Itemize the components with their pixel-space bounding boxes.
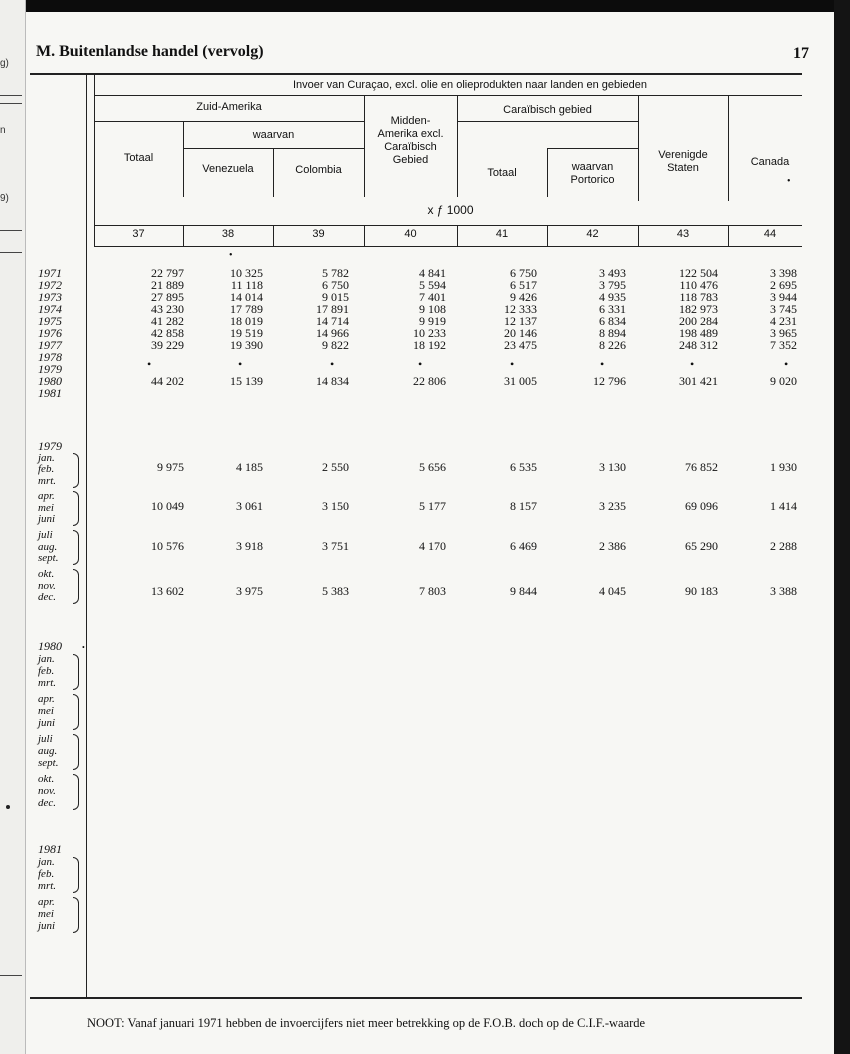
annual-value-cell: 4 231 (770, 314, 797, 328)
side-rule (0, 975, 22, 976)
row-1978-marker: • (600, 357, 605, 371)
header-rule (94, 121, 364, 122)
row-year: 1972 (38, 278, 62, 292)
annual-value-cell: 12 137 (504, 314, 537, 328)
side-rule (0, 103, 22, 104)
annual-value-cell: 22 806 (413, 374, 446, 388)
period-month: jan. (38, 856, 55, 868)
scan-right-border (834, 0, 850, 1054)
annual-value-cell: 122 504 (679, 266, 718, 280)
quarter-value-cell: 2 288 (770, 539, 797, 553)
annual-value-cell: 22 797 (151, 266, 184, 280)
annual-value-cell: 15 139 (230, 374, 263, 388)
annual-value-cell: 9 426 (510, 290, 537, 304)
annual-value-cell: 6 834 (599, 314, 626, 328)
quarter-value-cell: 3 150 (322, 499, 349, 513)
quarter-value-cell: 3 388 (770, 584, 797, 598)
quarter-brace (73, 654, 79, 690)
period-month: apr. (38, 490, 55, 502)
annual-value-cell: 6 750 (510, 266, 537, 280)
row-1978-marker: • (690, 357, 695, 371)
period-month: feb. (38, 665, 55, 677)
quarter-value-cell: 1 414 (770, 499, 797, 513)
annual-value-cell: 14 966 (316, 326, 349, 340)
annual-value-cell: 19 519 (230, 326, 263, 340)
row-year: 1971 (38, 266, 62, 280)
column-number: 41 (495, 228, 509, 240)
period-month: juli (38, 529, 53, 541)
row-year: 1975 (38, 314, 62, 328)
annual-value-cell: 21 889 (151, 278, 184, 292)
annual-value-cell: 18 192 (413, 338, 446, 352)
row-year: 1973 (38, 290, 62, 304)
quarter-value-cell: 5 383 (322, 584, 349, 598)
annual-value-cell: 3 795 (599, 278, 626, 292)
quarter-brace (73, 491, 79, 526)
quarter-value-cell: 5 656 (419, 460, 446, 474)
quarter-value-cell: 7 803 (419, 584, 446, 598)
quarter-value-cell: 13 602 (151, 584, 184, 598)
period-month: juni (38, 513, 56, 525)
quarter-value-cell: 9 844 (510, 584, 537, 598)
scan-top-border (0, 0, 850, 12)
margin-dot (6, 805, 10, 809)
header-venezuela: Venezuela (202, 163, 254, 175)
header-waarvan: waarvan (252, 129, 295, 141)
period-month: sept. (38, 757, 59, 769)
annual-value-cell: 12 333 (504, 302, 537, 316)
row-1978-marker: • (510, 357, 515, 371)
row-year: 1974 (38, 302, 62, 316)
header-unit: x ƒ 1000 (427, 203, 474, 217)
annual-value-cell: 9 108 (419, 302, 446, 316)
quarter-value-cell: 2 550 (322, 460, 349, 474)
annual-value-cell: 17 789 (230, 302, 263, 316)
row-1978-marker: • (330, 357, 335, 371)
period-month: mei (38, 705, 54, 717)
period-month: okt. (38, 773, 55, 785)
annual-value-cell: 4 841 (419, 266, 446, 280)
header-rule (94, 95, 802, 96)
row-1978-marker: • (147, 357, 152, 371)
annual-value-cell: 3 398 (770, 266, 797, 280)
annual-value-cell: 8 226 (599, 338, 626, 352)
annual-value-cell: 44 202 (151, 374, 184, 388)
quarter-value-cell: 69 096 (685, 499, 718, 513)
header-rule (457, 121, 638, 122)
period-month: juni (38, 717, 56, 729)
period-month: aug. (38, 541, 58, 553)
column-number: 38 (221, 228, 235, 240)
period-month: juni (38, 920, 56, 932)
annual-value-cell: 3 944 (770, 290, 797, 304)
stub-column-rule (86, 73, 87, 998)
period-month: dec. (38, 591, 57, 603)
quarter-value-cell: 3 235 (599, 499, 626, 513)
quarter-value-cell: 3 751 (322, 539, 349, 553)
annual-value-cell: 43 230 (151, 302, 184, 316)
annual-value-cell: 14 014 (230, 290, 263, 304)
annual-value-cell: 20 146 (504, 326, 537, 340)
row-year: 1978 (38, 350, 62, 364)
column-number: 40 (404, 228, 417, 240)
annual-value-cell: 14 834 (316, 374, 349, 388)
side-rule (0, 230, 22, 231)
quarter-value-cell: 4 185 (236, 460, 263, 474)
table-bottom-rule (30, 997, 802, 999)
side-mark: n (0, 125, 6, 136)
annual-value-cell: 41 282 (151, 314, 184, 328)
period-month: mrt. (38, 677, 57, 689)
annual-value-cell: 6 331 (599, 302, 626, 316)
period-month: dec. (38, 797, 57, 809)
quarter-value-cell: 3 061 (236, 499, 263, 513)
table-top-rule (30, 73, 802, 75)
annual-value-cell: 17 891 (316, 302, 349, 316)
period-month: feb. (38, 868, 55, 880)
annual-value-cell: 9 822 (322, 338, 349, 352)
quarter-brace (73, 530, 79, 565)
row-1978-marker: • (418, 357, 423, 371)
quarter-brace (73, 857, 79, 893)
period-month: jan. (38, 452, 55, 464)
side-rule (0, 95, 22, 96)
stray-mark: • (229, 250, 233, 261)
quarter-value-cell: 5 177 (419, 499, 446, 513)
annual-value-cell: 10 233 (413, 326, 446, 340)
row-year: 1980 (38, 374, 62, 388)
period-month: nov. (38, 580, 56, 592)
annual-value-cell: 4 935 (599, 290, 626, 304)
annual-value-cell: 301 421 (679, 374, 718, 388)
period-month: sept. (38, 552, 59, 564)
quarter-value-cell: 8 157 (510, 499, 537, 513)
quarter-value-cell: 9 975 (157, 460, 184, 474)
colnum-rule (94, 225, 802, 226)
annual-value-cell: 9 015 (322, 290, 349, 304)
row-year: 1981 (38, 386, 62, 400)
quarter-value-cell: 4 045 (599, 584, 626, 598)
column-number: 37 (132, 228, 145, 240)
page-number: 17 (793, 45, 809, 62)
annual-value-cell: 7 352 (770, 338, 797, 352)
annual-value-cell: 9 020 (770, 374, 797, 388)
period-month: apr. (38, 693, 55, 705)
quarter-brace (73, 897, 79, 933)
side-mark: g) (0, 58, 9, 69)
period-month: feb. (38, 463, 55, 475)
annual-value-cell: 6 517 (510, 278, 537, 292)
quarter-value-cell: 65 290 (685, 539, 718, 553)
quarter-value-cell: 76 852 (685, 460, 718, 474)
period-month: juli (38, 733, 53, 745)
quarter-brace (73, 453, 79, 488)
column-number: 44 (763, 228, 777, 240)
quarter-brace (73, 694, 79, 730)
annual-value-cell: 7 401 (419, 290, 446, 304)
annual-value-cell: 12 796 (593, 374, 626, 388)
annual-value-cell: 3 745 (770, 302, 797, 316)
annual-value-cell: 8 894 (599, 326, 626, 340)
column-number: 39 (312, 228, 325, 240)
colnum-rule (94, 246, 802, 247)
quarter-brace (73, 774, 79, 810)
stray-mark: • (82, 643, 85, 652)
annual-value-cell: 198 489 (679, 326, 718, 340)
header-zuid-amerika: Zuid-Amerika (196, 101, 262, 113)
quarter-brace (73, 569, 79, 604)
quarter-value-cell: 6 469 (510, 539, 537, 553)
quarter-value-cell: 10 576 (151, 539, 184, 553)
header-portorico: waarvan Portorico (570, 161, 615, 186)
stray-mark: • (787, 176, 791, 187)
period-year: 1980 (38, 639, 62, 653)
side-mark: 9) (0, 193, 9, 204)
period-year: 1979 (38, 439, 62, 453)
annual-value-cell: 39 229 (151, 338, 184, 352)
header-totaal: Totaal (123, 152, 154, 164)
period-month: aug. (38, 745, 58, 757)
quarter-value-cell: 3 130 (599, 460, 626, 474)
quarter-value-cell: 2 386 (599, 539, 626, 553)
header-midden-amerika: Midden- Amerika excl. Caraïbisch Gebied (377, 115, 444, 166)
column-number: 42 (586, 228, 599, 240)
annual-value-cell: 14 714 (316, 314, 349, 328)
annual-value-cell: 248 312 (679, 338, 718, 352)
quarter-brace (73, 734, 79, 770)
header-caraibisch-totaal: Totaal (487, 167, 517, 179)
quarter-value-cell: 3 918 (236, 539, 263, 553)
header-col-rule (728, 95, 729, 201)
annual-value-cell: 19 390 (230, 338, 263, 352)
header-col-rule (638, 95, 639, 201)
side-rule (0, 252, 22, 253)
row-1978-marker: • (238, 357, 243, 371)
period-month: mrt. (38, 880, 57, 892)
annual-value-cell: 18 019 (230, 314, 263, 328)
annual-value-cell: 2 695 (770, 278, 797, 292)
annual-value-cell: 23 475 (504, 338, 537, 352)
quarter-value-cell: 6 535 (510, 460, 537, 474)
column-number: 43 (676, 228, 690, 240)
annual-value-cell: 200 284 (679, 314, 718, 328)
period-month: nov. (38, 785, 56, 797)
period-year: 1981 (38, 842, 62, 856)
header-verenigde-staten: Verenigde Staten (658, 149, 708, 174)
annual-value-cell: 10 325 (230, 266, 263, 280)
quarter-value-cell: 4 170 (419, 539, 446, 553)
quarter-value-cell: 10 049 (151, 499, 184, 513)
period-month: mrt. (38, 475, 57, 487)
quarter-value-cell: 3 975 (236, 584, 263, 598)
period-month: jan. (38, 653, 55, 665)
annual-value-cell: 3 493 (599, 266, 626, 280)
annual-value-cell: 42 858 (151, 326, 184, 340)
annual-value-cell: 182 973 (679, 302, 718, 316)
row-year: 1979 (38, 362, 62, 376)
annual-value-cell: 27 895 (151, 290, 184, 304)
period-month: okt. (38, 568, 55, 580)
annual-value-cell: 11 118 (230, 278, 263, 292)
page-title: M. Buitenlandse handel (vervolg) (36, 43, 264, 60)
row-year: 1976 (38, 326, 62, 340)
annual-value-cell: 31 005 (504, 374, 537, 388)
header-caraibisch-gebied: Caraïbisch gebied (503, 104, 592, 116)
header-rule (547, 148, 638, 149)
header-colombia: Colombia (295, 164, 342, 176)
annual-value-cell: 110 476 (679, 278, 718, 292)
footnote: NOOT: Vanaf januari 1971 hebben de invoercijfers niet meer betrekking op de F.O.B. doch op de C.I.F.-waarde (87, 1016, 646, 1030)
quarter-value-cell: 90 183 (685, 584, 718, 598)
period-month: mei (38, 502, 54, 514)
period-month: mei (38, 908, 54, 920)
annual-value-cell: 6 750 (322, 278, 349, 292)
annual-value-cell: 5 594 (419, 278, 446, 292)
row-year: 1977 (38, 338, 62, 352)
header-top: Invoer van Curaçao, excl. olie en olieprodukten naar landen en gebieden (292, 79, 648, 91)
period-month: apr. (38, 896, 55, 908)
header-canada: Canada (750, 156, 790, 168)
annual-value-cell: 118 783 (679, 290, 718, 304)
annual-value-cell: 9 919 (419, 314, 446, 328)
row-1978-marker: • (784, 357, 789, 371)
annual-value-cell: 5 782 (322, 266, 349, 280)
annual-value-cell: 3 965 (770, 326, 797, 340)
adjacent-page-strip (0, 0, 26, 1054)
quarter-value-cell: 1 930 (770, 460, 797, 474)
